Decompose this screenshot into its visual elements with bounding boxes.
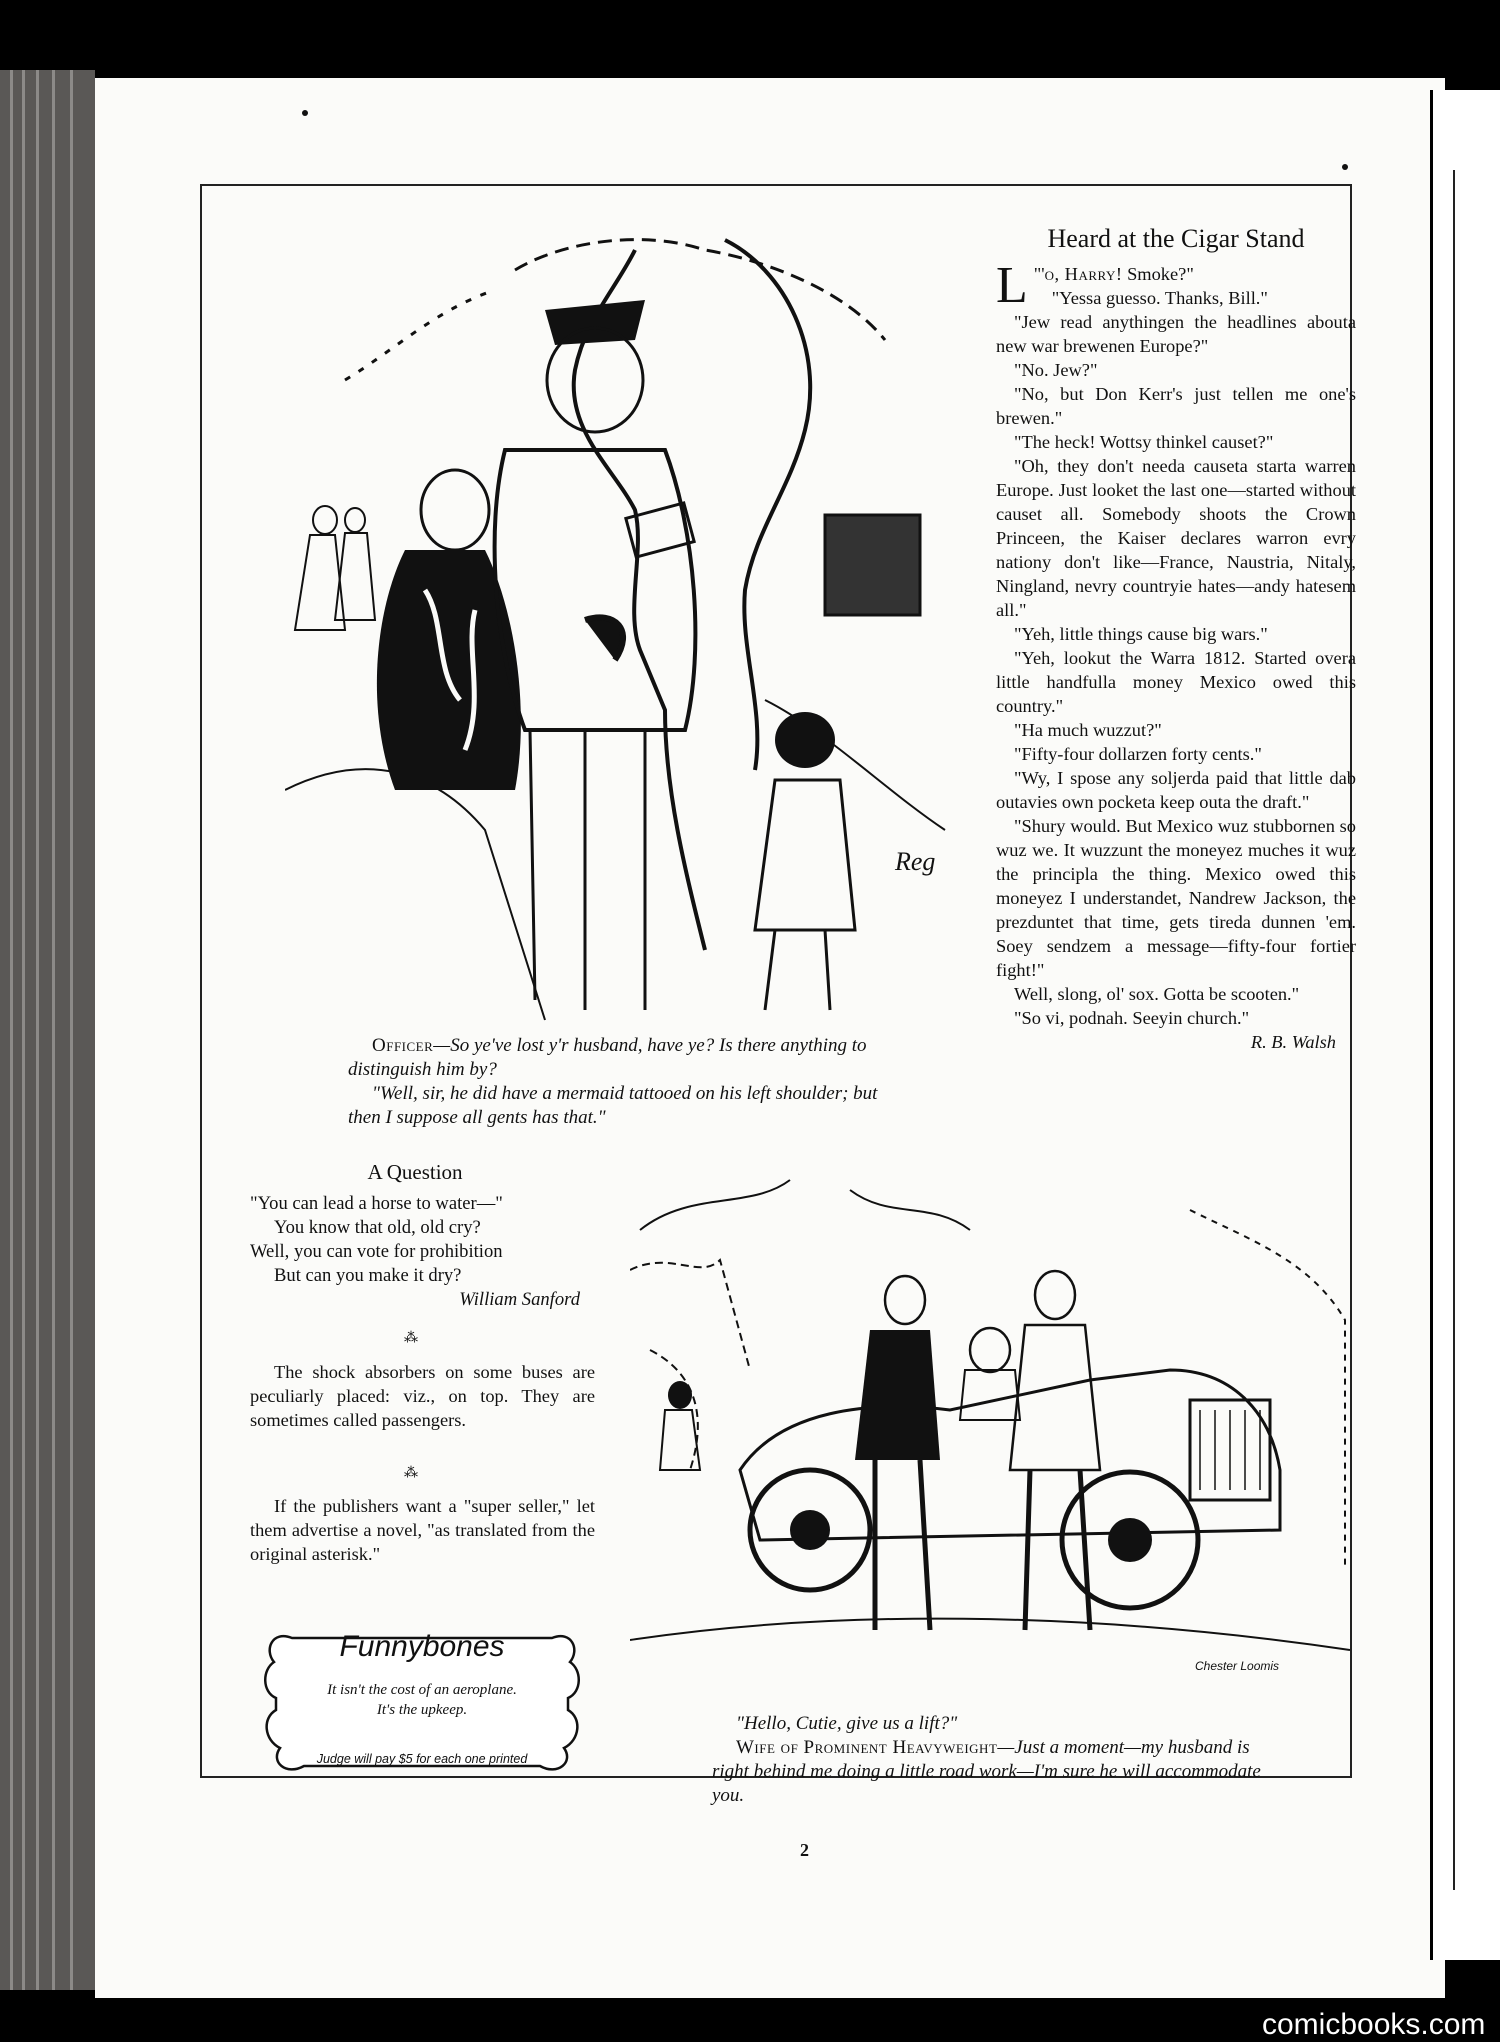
cartoon2-line1: "Hello, Cutie, give us a lift?" [736,1713,958,1734]
facing-page-edge [1430,90,1500,1960]
cigar-stand-story: "' L o, Harry! Smoke?" "Yessa guesso. Thanks, Bill." "Jew read anythingen the headlines abouta new war brewenen Europe?" "No. Jew?" "No, but Don Kerr's just tellen me one's brewen." "The heck! Wottsy thinkel causet?" "Oh, they don't needa causeta starta warren Europe. Just looket the last one—started without causet all. Somebody shoots the Crown Princeen, the Kaiser declares warron evry nationy don't like—France, Naustria, Nitaly, Ningland, nevry countryie hates—andy hatesem all." "Yeh, little things cause big wars." "Yeh, lookut the Warra 1812. Started overa little handfulla money Mexico owed this country." "Ha much wuzzut?" "Fifty-four dollarzen forty cents." "Wy, I spose any soljerda paid that little dab outavies own pocketa keep outa the draft." "Shury would. But Mexico wuz stubbornen so wuz we. It wuzzunt the moneyez muches it wuz the principla the thing. Mexico owed this moneyez I understandet, Nandrew Jackson, the prezduntet that time, gets tireda dunnen 'em. Soey sendzem a message—fifty-four fortier fight!" Well, slong, ol' sox. Gotta be scooten." "So vi, podnah. Seeyin church." R. B. Walsh [996,257,1356,1052]
print-mark [1342,164,1348,170]
funnybones-title: Funnybones [339,1630,505,1663]
poem-line: Well, you can vote for prohibition [250,1241,503,1262]
cartoon2-caption [712,1712,1272,1808]
story-paragraph: "Wy, I spose any soljerda paid that little dab outavies own pocketa keep outa the draft." [996,768,1356,812]
story-paragraph: Well, slong, ol' sox. Gotta be scooten." [1014,984,1300,1004]
cartoon1-speaker: Officer [372,1035,434,1056]
cartoon-car-illustration [630,1170,1350,1680]
cartoon-officer-illustration [285,230,965,1030]
artist-signature-loomis: Chester Loomis [1195,1659,1280,1673]
funnybones-line2: It's the upkeep. [376,1702,468,1718]
cartoon1-line1: —So ye've lost y'r husband, have ye? Is there anything to distinguish him by? [348,1035,867,1080]
story-paragraph: "Yessa guesso. Thanks, Bill." [1051,288,1268,308]
page-number: 2 [800,1840,809,1860]
funnybones-box [262,1620,582,1775]
story-paragraph: "Oh, they don't needa causeta starta warren Europe. Just looket the last one—started without causet all. Somebody shoots the Crown Princeen, the Kaiser declares warron evry nationy don't like—France, Naustria, Nitaly, Ningland, nevry countryie hates—andy hatesem all." [996,456,1356,620]
story-paragraph: "Jew read anythingen the headlines abouta new war brewenen Europe?" [996,312,1356,356]
question-title: A Question [367,1160,463,1184]
story-paragraph: "Fifty-four dollarzen forty cents." [1014,744,1262,764]
story-paragraph: "Ha much wuzzut?" [1014,720,1162,740]
poem-line: You know that old, old cry? [274,1217,481,1238]
cartoon1-caption [348,1034,878,1130]
cigar-stand-author: R. B. Walsh [1250,1032,1336,1052]
cartoon2-line2: —Just a moment—my husband is right behind me doing a little road work—I'm sure he will accommodate you. [712,1737,1261,1806]
asterism-separator: ⁂ [404,1466,419,1481]
print-mark [302,110,308,116]
story-paragraph: "Yeh, lookut the Warra 1812. Started overa little handfulla money Mexico owed this country." [996,648,1356,716]
cartoon1-line2: "Well, sir, he did have a mermaid tattooed on his left shoulder; but then I suppose all gents has that." [348,1083,878,1128]
story-paragraph: "Shury would. But Mexico wuz stubbornen so wuz we. It wuzzunt the moneyez muches it wuz the principla the thing. Mexico owed this moneyez I understandet, Nandrew Jackson, the prezduntet that time, gets tireda dunnen 'em. Soey sendzem a message—fifty-four fortier fight!" [996,816,1356,980]
story-paragraph: "Yeh, little things cause big wars." [1014,624,1268,644]
poem-line: But can you make it dry? [274,1265,462,1286]
asterism-separator: ⁂ [404,1331,419,1346]
story-paragraph: "The heck! Wottsy thinkel causet?" [1014,432,1274,452]
question-author: William Sanford [459,1289,580,1310]
artist-signature-reg: Reg [895,847,936,876]
watermark-text: comicbooks.com [1262,2008,1486,2041]
cigar-stand-title: Heard at the Cigar Stand [1047,224,1305,253]
poem-line: "You can lead a horse to water—" [250,1193,503,1214]
drop-cap: L [996,257,1028,314]
shock-absorbers-joke: The shock absorbers on some buses are peculiarly placed: viz., on top. They are sometimes called passengers. [250,1362,595,1430]
book-left-edges [0,70,95,1990]
story-paragraph: "No. Jew?" [1014,360,1098,380]
super-seller-joke: If the publishers want a "super seller," let them advertise a novel, "as translated from the original asterisk." [250,1496,595,1564]
funnybones-footer: Judge will pay $5 for each one printed [316,1752,528,1766]
funnybones-line1: It isn't the cost of an aeroplane. [327,1682,517,1698]
story-paragraph: "No, but Don Kerr's just tellen me one's brewen." [996,384,1356,428]
story-paragraph: "So vi, podnah. Seeyin church." [1014,1008,1250,1028]
question-poem [250,1192,580,1312]
cartoon2-speaker: Wife of Prominent Heavyweight [736,1737,998,1758]
